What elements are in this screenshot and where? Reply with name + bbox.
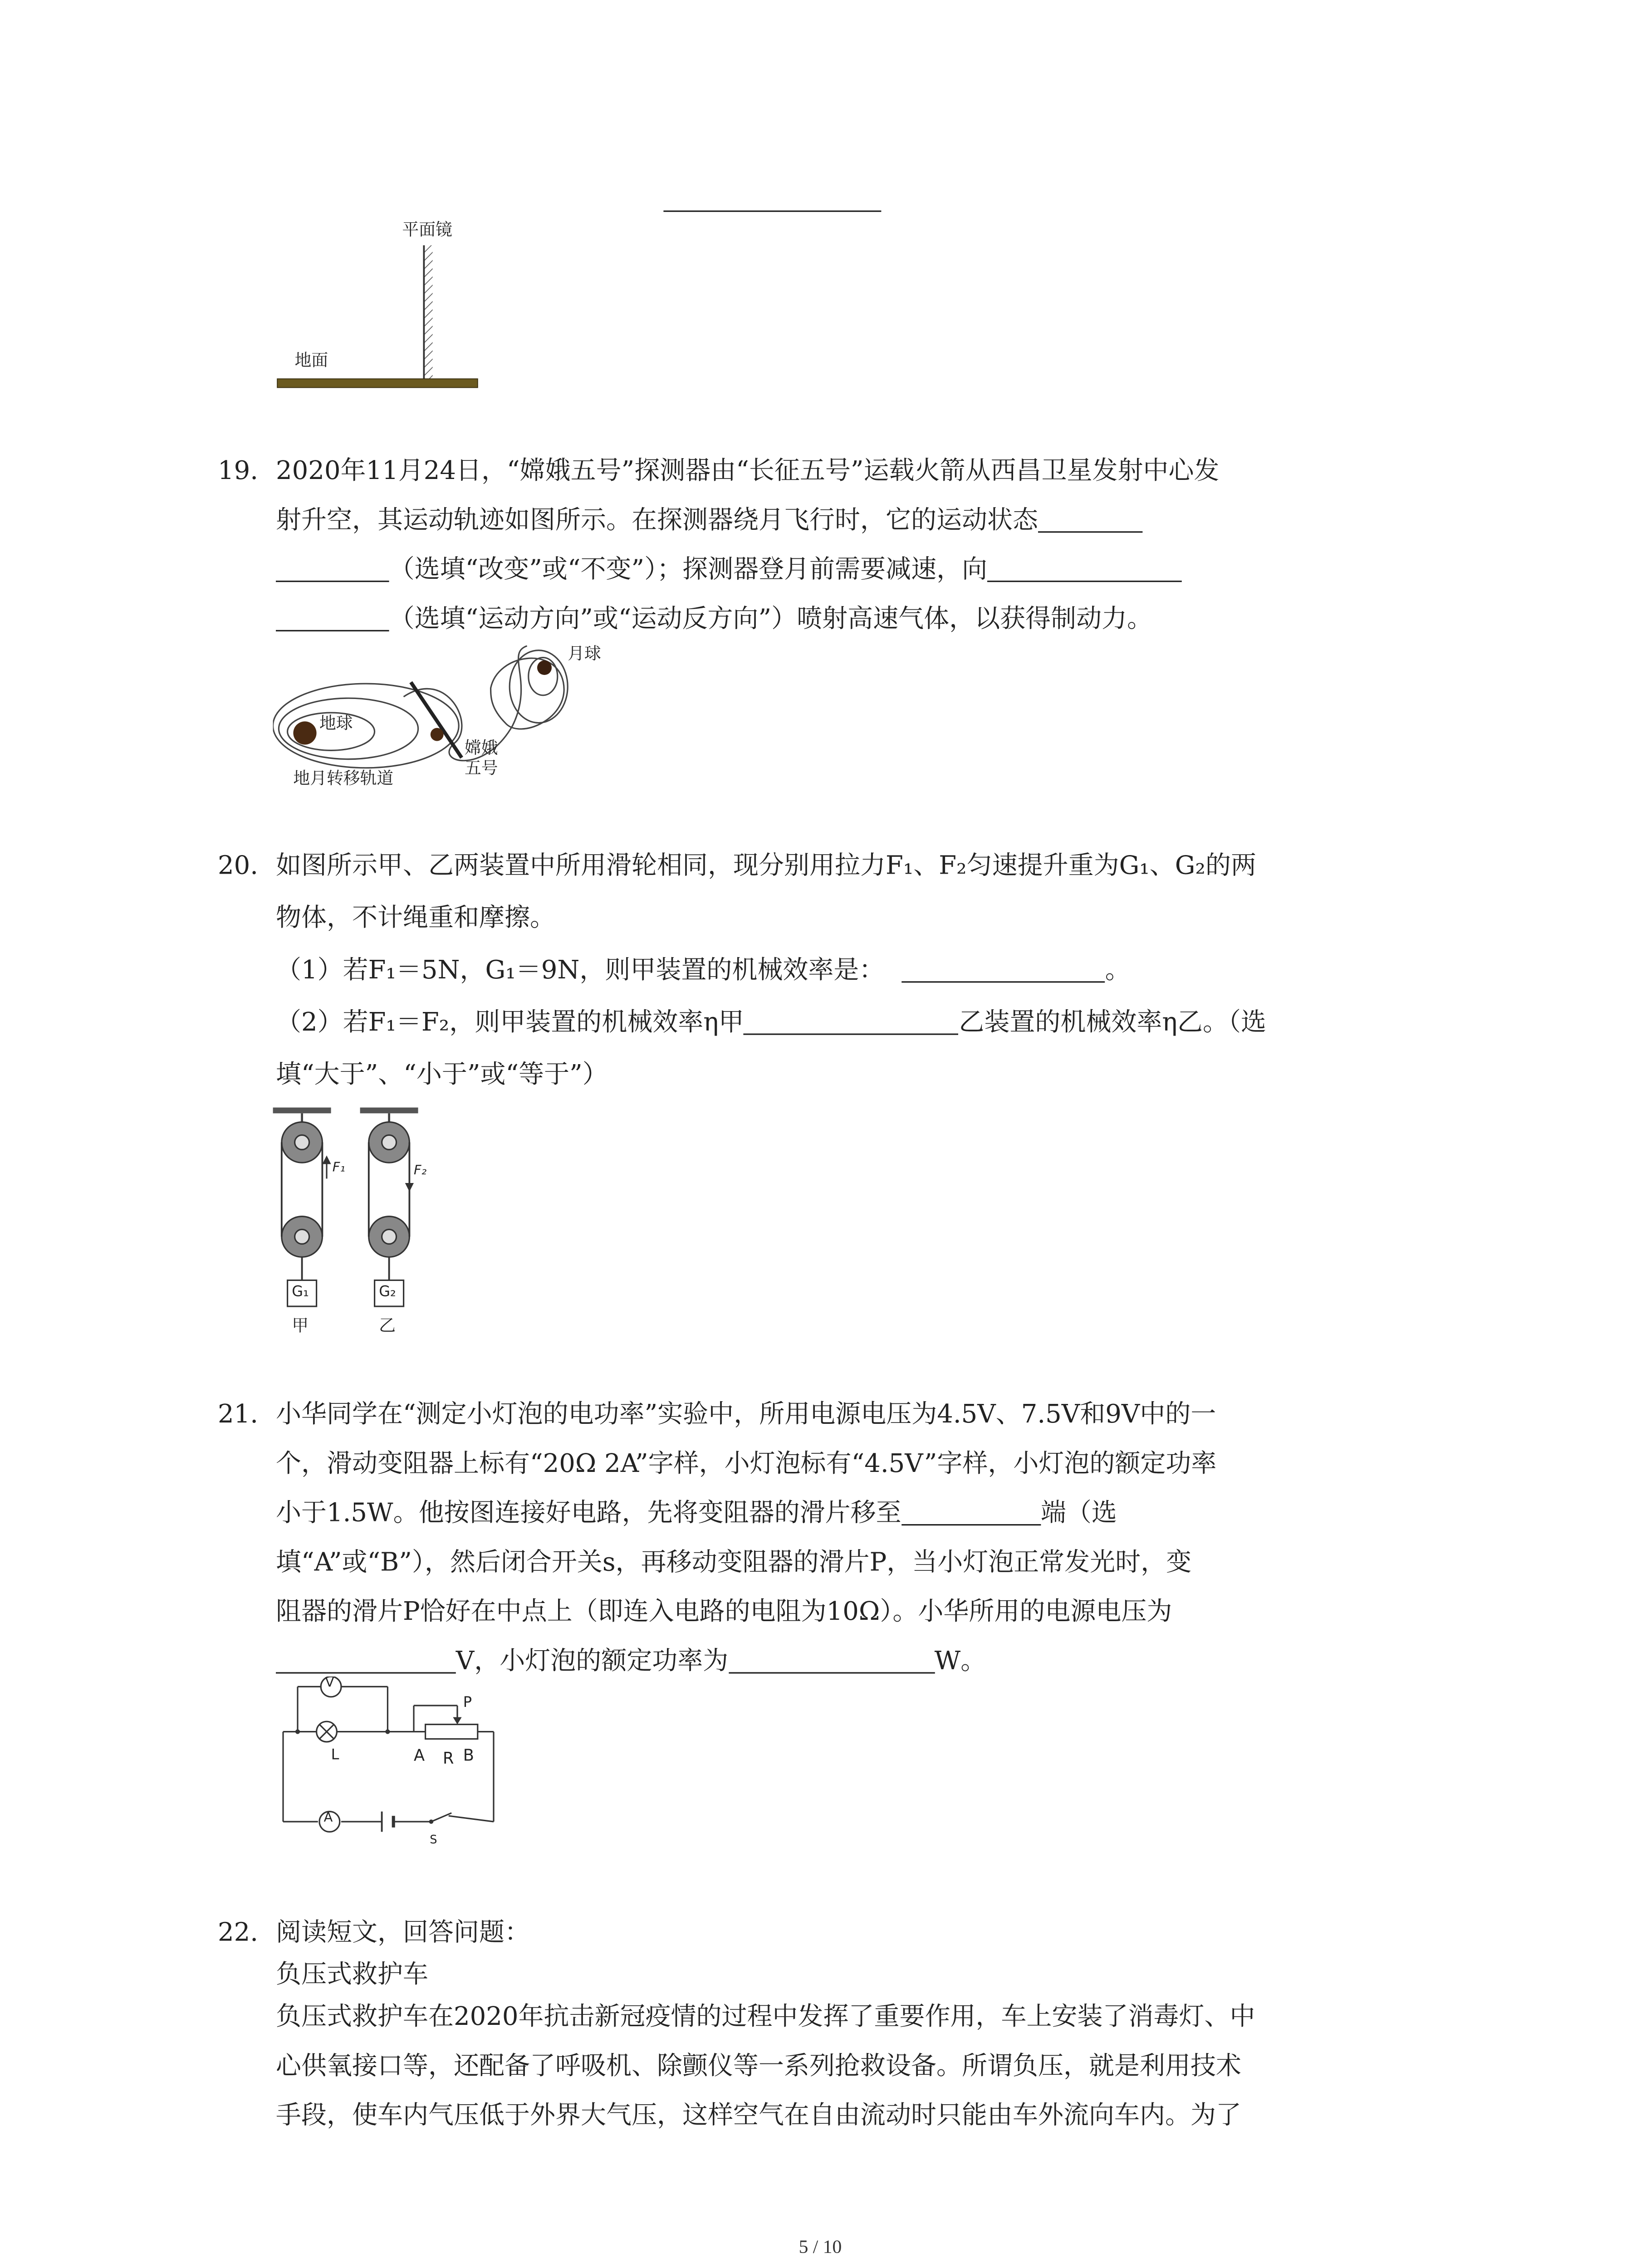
- q20-part2: [276, 1006, 1266, 1041]
- q19-blank2b[interactable]: [276, 604, 389, 631]
- f2-label: F₂: [414, 1164, 427, 1179]
- q19-blank1a[interactable]: [1038, 505, 1142, 533]
- q21-blank1[interactable]: [901, 1498, 1041, 1525]
- q21-line4: 填“A”或“B”），然后闭合开关s，再移动变阻器的滑片P，当小灯泡正常发光时，变: [276, 1549, 1192, 1578]
- q20-part1: [276, 953, 1131, 988]
- q20-part1-text: （1）若F₁＝5N，G₁＝9N，则甲装置的机械效率是：: [276, 956, 885, 986]
- resistor-label: R: [443, 1749, 454, 1768]
- jia-label: 甲: [292, 1315, 309, 1335]
- voltmeter-label: V: [325, 1677, 334, 1691]
- q19-line3: [276, 553, 1182, 588]
- q19-blank2a[interactable]: [987, 554, 1182, 582]
- q21-line2: 个，滑动变阻器上标有“20Ω 2A”字样，小灯泡标有“4.5V”字样，小灯泡的额定功率: [276, 1450, 1217, 1479]
- g1-label: G₁: [292, 1285, 309, 1301]
- q21-line1: 小华同学在“测定小灯泡的电功率”实验中，所用电源电压为4.5V、7.5V和9V中的一: [276, 1401, 1216, 1430]
- probe-label: 嫦娥 五号: [465, 737, 498, 778]
- q20-part2-cont: 填“大于”、“小于”或“等于”）: [276, 1061, 608, 1090]
- probe-body: [431, 728, 444, 741]
- yi-ceiling: [360, 1108, 418, 1114]
- q21-line6-text-b: W。: [934, 1647, 986, 1677]
- q19-number: 19.: [218, 457, 259, 486]
- q19-line2-text: 射升空，其运动轨迹如图所示。在探测器绕月飞行时，它的运动状态: [276, 506, 1038, 536]
- q22-number: 22.: [218, 1919, 259, 1948]
- lamp-label: L: [331, 1747, 339, 1764]
- q19-line4-text: （选填“运动方向”或“运动反方向”）喷射高速气体，以获得制动力。: [389, 605, 1153, 635]
- q20-part1-end: 。: [1105, 956, 1131, 986]
- q22-line3: 负压式救护车在2020年抗击新冠疫情的过程中发挥了重要作用，车上安装了消毒灯、中: [276, 2003, 1255, 2032]
- q19-line3-text: （选填“改变”或“不变”）；探测器登月前需要减速，向: [389, 556, 988, 585]
- moon-label: 月球: [568, 643, 601, 664]
- q21-number: 21.: [218, 1401, 259, 1430]
- ground-bar: [277, 379, 478, 387]
- q20-number: 20.: [218, 852, 259, 881]
- switch-blade: [431, 1813, 451, 1822]
- q21-line3-text-a: 小于1.5W。他按图连接好电路，先将变阻器的滑片移至: [276, 1499, 901, 1529]
- q21-line3: [276, 1496, 1117, 1531]
- circuit-diagram: [269, 1677, 508, 1858]
- terminal-b-label: B: [463, 1746, 474, 1765]
- switch-label: S: [430, 1833, 437, 1847]
- q20-line2: 物体，不计绳重和摩擦。: [276, 904, 555, 934]
- q19-line4: [276, 602, 1152, 637]
- moon-body: [537, 660, 552, 675]
- q20-blank1[interactable]: [902, 955, 1105, 983]
- slider-label: P: [463, 1695, 472, 1711]
- probe-stick: [411, 682, 462, 758]
- moon-orbit-mid: [509, 650, 568, 723]
- f1-label: F₁: [332, 1161, 345, 1176]
- pulley-diagram: [269, 1106, 428, 1341]
- earth-body: [293, 721, 316, 744]
- pulley-figure: [269, 1106, 428, 1341]
- q21-blank3[interactable]: [728, 1646, 934, 1674]
- q21-blank2[interactable]: [276, 1646, 456, 1674]
- answer-blank-top[interactable]: [663, 210, 881, 212]
- q21-line6-text-a: V，小灯泡的额定功率为: [456, 1647, 729, 1677]
- q20-blank2[interactable]: [744, 1007, 959, 1035]
- yi-label: 乙: [379, 1315, 396, 1335]
- orbit-figure: [273, 639, 636, 801]
- mirror-figure: [269, 210, 501, 399]
- q20-line1: 如图所示甲、乙两装置中所用滑轮相同，现分别用拉力F₁、F₂匀速提升重为G₁、G₂的两: [276, 852, 1256, 881]
- q19-blank1b[interactable]: [276, 554, 389, 582]
- jia-ceiling: [273, 1108, 331, 1114]
- q22-line4: 心供氧接口等，还配备了呼吸机、除颤仪等一系列抢救设备。所谓负压，就是利用技术: [276, 2052, 1241, 2082]
- q22-line5: 手段，使车内气压低于外界大气压，这样空气在自由流动时只能由车外流向车内。为了: [276, 2102, 1241, 2131]
- q22-title: 负压式救护车: [276, 1961, 428, 1990]
- terminal-a-label: A: [414, 1746, 425, 1765]
- mirror-hatch: [424, 245, 432, 383]
- q21-line3-text-b: 端（选: [1040, 1499, 1117, 1529]
- q20-part2-text-a: （2）若F₁＝F₂，则甲装置的机械效率η甲: [276, 1009, 744, 1038]
- ammeter-label: A: [323, 1811, 333, 1826]
- q19-line1: 2020年11月24日，“嫦娥五号”探测器由“长征五号”运载火箭从西昌卫星发射中心发: [276, 457, 1220, 486]
- orbit-label: 地月转移轨道: [293, 767, 394, 788]
- q20-part2-text-b: 乙装置的机械效率η乙。（选: [959, 1009, 1266, 1038]
- q21-line5: 阻器的滑片P恰好在中点上（即连入电路的电阻为10Ω）。小华所用的电源电压为: [276, 1598, 1172, 1628]
- ground-label: 地面: [294, 350, 328, 370]
- mirror-label: 平面镜: [402, 219, 452, 240]
- page-number: 5 / 10: [798, 2235, 842, 2257]
- g2-label: G₂: [379, 1285, 396, 1301]
- earth-label: 地球: [319, 713, 353, 733]
- q19-line2: [276, 503, 1142, 538]
- circuit-figure: [269, 1677, 508, 1858]
- q22-line1: 阅读短文，回答问题：: [276, 1919, 530, 1948]
- rheostat-symbol: [426, 1725, 478, 1739]
- q21-line6: [276, 1645, 986, 1680]
